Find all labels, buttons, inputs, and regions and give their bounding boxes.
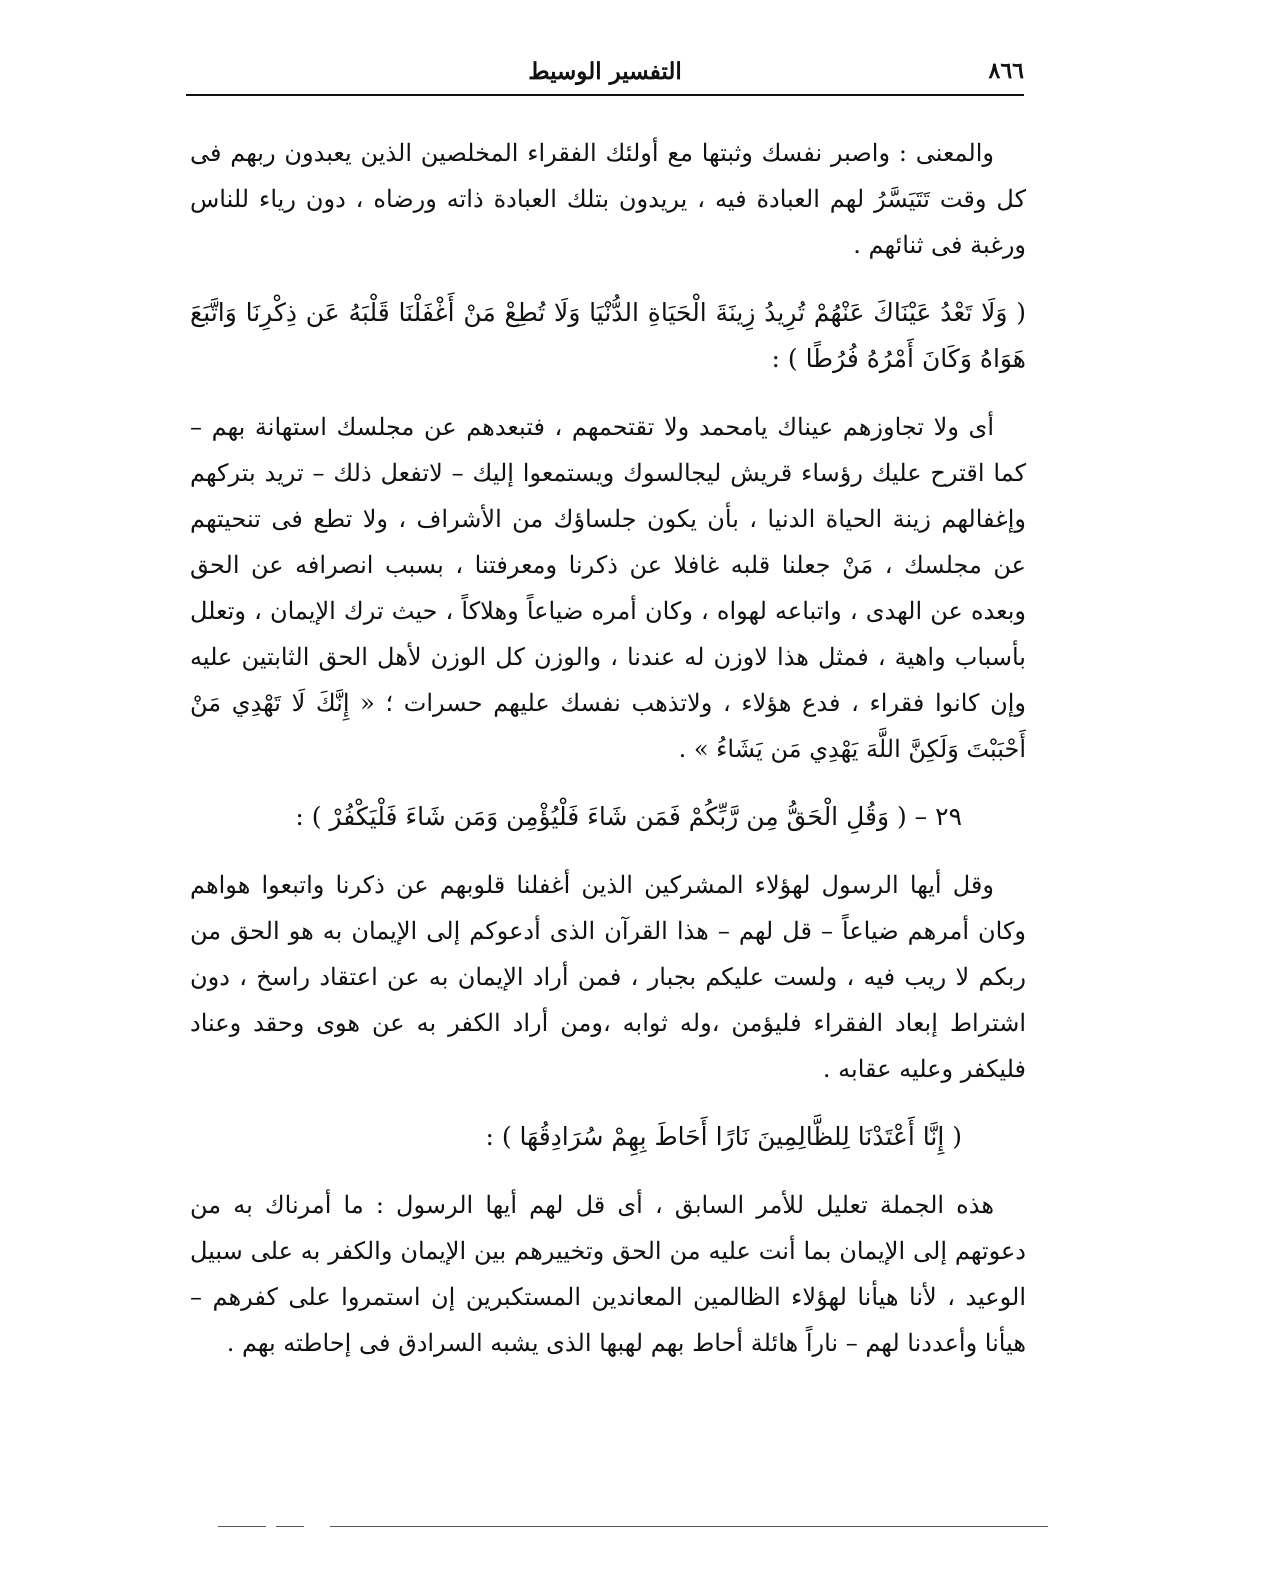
footer-rule-short-2 bbox=[276, 1526, 304, 1527]
paragraph-verse-29-tafsir: وقل أيها الرسول لهؤلاء المشركين الذين أغفلنا قلوبهم عن ذكرنا واتبعوا هواهم وكان أمرهم ضياعاً – قل لهم – هذا القرآن الذى أدعوكم إلى الإيمان به هو الحق من ربكم لا ريب فيه ، ولست عليكم بجبار ، فمن أراد الإيمان به عن اعتقاد راسخ ، دون اشتراط إبعاد الفقراء فليؤمن ،وله ثوابه ،ومن أراد الكفر به عن هوى وحقد وعناد فليكفر وعليه عقابه . bbox=[190, 871, 1026, 1083]
header-rule bbox=[186, 94, 1024, 96]
paragraph-verse-28-tafsir: أى ولا تجاوزهم عيناك يامحمد ولا تقتحمهم ، فتبعدهم عن مجلسك استهانة بهم – كما اقترح عليك رؤساء قريش ليجالسوك ويستمعوا إليك – لاتفعل ذلك – تريد بتركهم وإغفالهم زينة الحياة الدنيا ، بأن يكون جلساؤك من الأشراف ، ولا تطع فى تنحيتهم عن مجلسك ، مَنْ جعلنا قلبه غافلا عن ذكرنا ومعرفتنا ، بسبب انصرافه عن الحق وبعده عن الهدى ، واتباعه لهواه ، وكان أمره ضياعاً وهلاكاً ، حيث ترك الإيمان ، وتعلل بأسباب واهية ، فمثل هذا لاوزن له عندنا ، والوزن كل الوزن لأهل الحق الثابتين عليه وإن كانوا فقراء ، فدع هؤلاء ، ولاتذهب نفسك عليهم حسرات ؛ « إِنَّكَ لَا تَهْدِي مَنْ أَحْبَبْتَ وَلَكِنَّ اللَّهَ يَهْدِي مَن يَشَاءُ » . bbox=[190, 413, 1026, 763]
paragraph-verse-29-part-tafsir: هذه الجملة تعليل للأمر السابق ، أى قل لهم أيها الرسول : ما أمرناك به من دعوتهم إلى الإيمان بما أنت عليه من الحق وتخييرهم بين الإيمان والكفر به على سبيل الوعيد ، لأنا هيأنا لهؤلاء الظالمين المعاندين المستكبرين إن استمروا على كفرهم – هيأنا وأعددنا لهم – ناراً هائلة أحاط بهم لهبها الذى يشبه السرادق فى إحاطته بهم . bbox=[190, 1191, 1026, 1357]
page-body bbox=[190, 130, 1026, 1366]
quran-verse-29-part: ( إِنَّا أَعْتَدْنَا لِلظَّالِمِينَ نَارًا أَحَاطَ بِهِمْ سُرَادِقُهَا ) : bbox=[485, 1122, 962, 1151]
page-number: ٨٦٦ bbox=[988, 58, 1024, 84]
footer-rule-long bbox=[330, 1526, 1048, 1527]
running-title: التفسير الوسيط bbox=[528, 58, 682, 85]
footer-rule-short-1 bbox=[218, 1526, 266, 1527]
quran-verse-28: ( وَلَا تَعْدُ عَيْنَاكَ عَنْهُمْ تُرِيدُ زِينَةَ الْحَيَاةِ الدُّنْيَا وَلَا تُطِعْ مَنْ أَغْفَلْنَا قَلْبَهُ عَن ذِكْرِنَا وَاتَّبَعَ هَوَاهُ وَكَانَ أَمْرُهُ فُرُطًا ) : bbox=[190, 298, 1026, 373]
quran-verse-29: ٢٩ – ( وَقُلِ الْحَقُّ مِن رَّبِّكُمْ فَمَن شَاءَ فَلْيُؤْمِن وَمَن شَاءَ فَلْيَكْفُرْ ) : bbox=[295, 802, 962, 831]
page-header bbox=[186, 58, 1024, 92]
paragraph-meaning: والمعنى : واصبر نفسك وثبتها مع أولئك الفقراء المخلصين الذين يعبدون ربهم فى كل وقت تَتَيَسَّرُ لهم العبادة فيه ، يريدون بتلك العبادة ذاته ورضاه ، دون رياء للناس ورغبة فى ثنائهم . bbox=[190, 139, 1026, 259]
